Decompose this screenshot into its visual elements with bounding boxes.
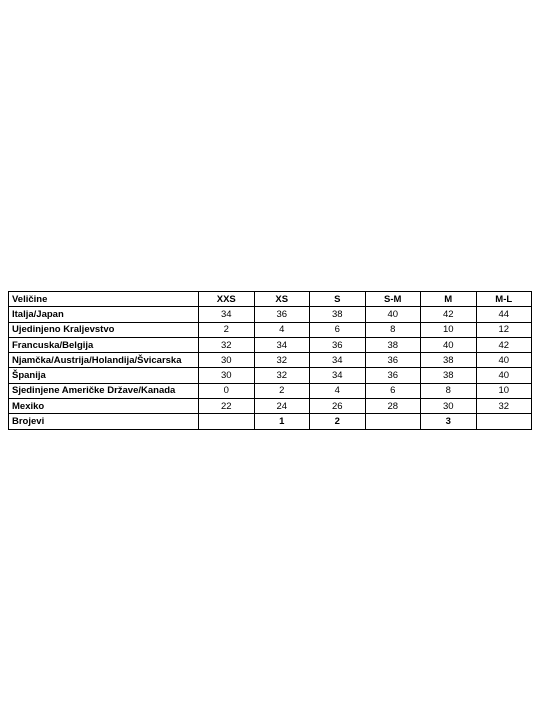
table-cell: 36 xyxy=(365,353,421,368)
table-cell: 42 xyxy=(421,307,477,322)
table-cell: 32 xyxy=(254,353,310,368)
column-header-xs: XS xyxy=(254,292,310,307)
table-cell: 42 xyxy=(476,337,532,352)
column-header-xxs: XXS xyxy=(199,292,255,307)
table-cell: 40 xyxy=(365,307,421,322)
row-label: Brojevi xyxy=(9,414,199,429)
table-cell xyxy=(199,414,255,429)
table-cell: 10 xyxy=(421,322,477,337)
table-cell xyxy=(365,414,421,429)
table-cell: 32 xyxy=(254,368,310,383)
table-cell: 30 xyxy=(421,399,477,414)
row-label: Mexiko xyxy=(9,399,199,414)
table-cell: 40 xyxy=(476,368,532,383)
table-cell: 34 xyxy=(310,368,366,383)
table-cell: 38 xyxy=(421,368,477,383)
row-label: Italja/Japan xyxy=(9,307,199,322)
table-cell: 0 xyxy=(199,383,255,398)
size-conversion-table xyxy=(8,291,532,430)
table-cell xyxy=(476,414,532,429)
table-cell: 32 xyxy=(476,399,532,414)
table-cell: 2 xyxy=(310,414,366,429)
table-cell: 4 xyxy=(254,322,310,337)
table-cell: 8 xyxy=(421,383,477,398)
table-row-numbers xyxy=(9,414,532,429)
table-cell: 36 xyxy=(365,368,421,383)
table-cell: 22 xyxy=(199,399,255,414)
table-cell: 34 xyxy=(310,353,366,368)
table-cell: 28 xyxy=(365,399,421,414)
table-cell: 2 xyxy=(254,383,310,398)
table-cell: 8 xyxy=(365,322,421,337)
column-header-s: S xyxy=(310,292,366,307)
table-row xyxy=(9,368,532,383)
table-cell: 2 xyxy=(199,322,255,337)
table-cell: 44 xyxy=(476,307,532,322)
table-cell: 26 xyxy=(310,399,366,414)
table-cell: 12 xyxy=(476,322,532,337)
table-cell: 34 xyxy=(199,307,255,322)
table-cell: 36 xyxy=(310,337,366,352)
row-label: Španija xyxy=(9,368,199,383)
table-row xyxy=(9,337,532,352)
table-cell: 1 xyxy=(254,414,310,429)
table-row xyxy=(9,383,532,398)
corner-label: Veličine xyxy=(9,292,199,307)
table-row xyxy=(9,353,532,368)
table-cell: 40 xyxy=(476,353,532,368)
row-label: Ujedinjeno Kraljevstvo xyxy=(9,322,199,337)
table-cell: 40 xyxy=(421,337,477,352)
table-cell: 30 xyxy=(199,353,255,368)
table-cell: 38 xyxy=(310,307,366,322)
table-cell: 30 xyxy=(199,368,255,383)
table-row xyxy=(9,399,532,414)
table-cell: 38 xyxy=(421,353,477,368)
table-cell: 10 xyxy=(476,383,532,398)
table-cell: 3 xyxy=(421,414,477,429)
table-cell: 38 xyxy=(365,337,421,352)
row-label: Sjedinjene Američke Države/Kanada xyxy=(9,383,199,398)
table-cell: 34 xyxy=(254,337,310,352)
row-label: Francuska/Belgija xyxy=(9,337,199,352)
table-cell: 4 xyxy=(310,383,366,398)
table-row xyxy=(9,307,532,322)
table-cell: 6 xyxy=(310,322,366,337)
column-header-s-m: S-M xyxy=(365,292,421,307)
table-cell: 6 xyxy=(365,383,421,398)
header-row xyxy=(9,292,532,307)
column-header-m: M xyxy=(421,292,477,307)
table-cell: 36 xyxy=(254,307,310,322)
row-label: Njamčka/Austrija/Holandija/Švicarska xyxy=(9,353,199,368)
table-cell: 24 xyxy=(254,399,310,414)
table-row xyxy=(9,322,532,337)
column-header-m-l: M-L xyxy=(476,292,532,307)
table-cell: 32 xyxy=(199,337,255,352)
